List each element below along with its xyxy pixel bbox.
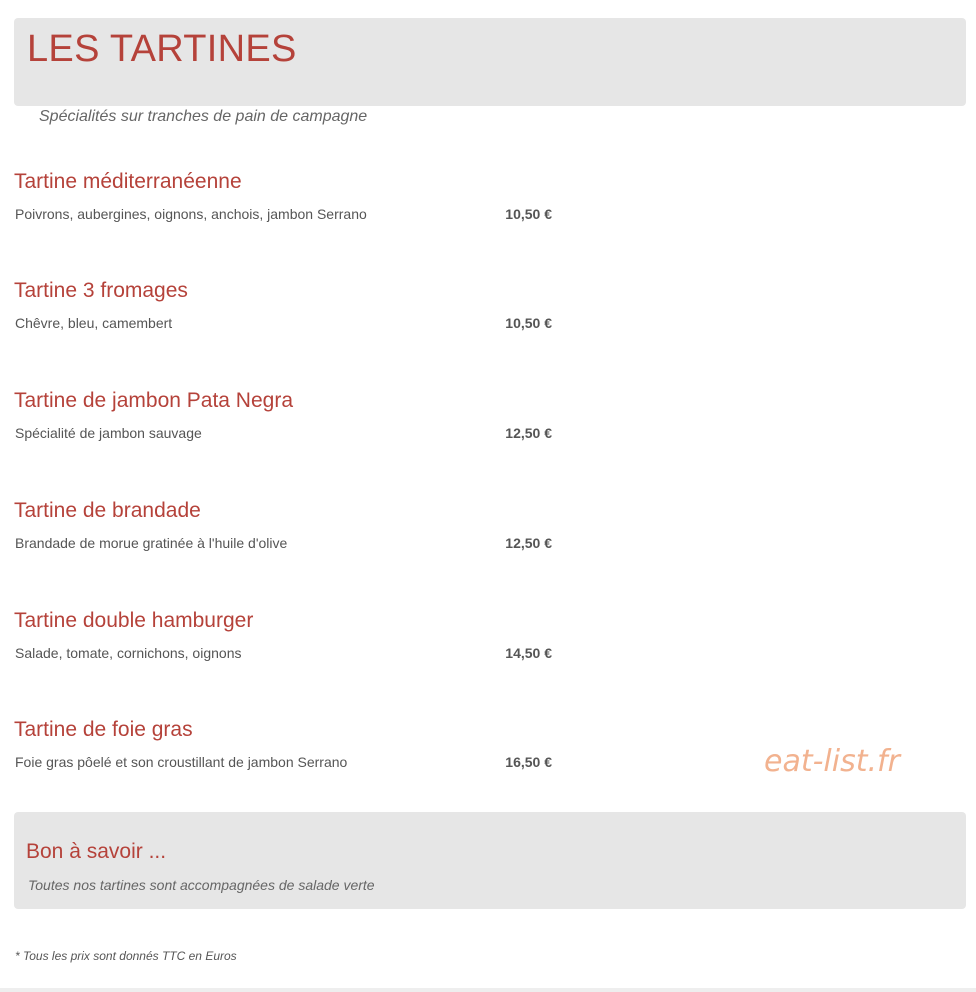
page-title: LES TARTINES xyxy=(27,28,297,70)
item-price: 14,50 € xyxy=(505,645,552,661)
bottom-divider xyxy=(0,988,976,992)
item-description: Spécialité de jambon sauvage xyxy=(15,425,202,441)
item-description: Chêvre, bleu, camembert xyxy=(15,315,173,331)
info-title: Bon à savoir ... xyxy=(26,840,167,863)
item-name: Tartine de jambon Pata Negra xyxy=(14,389,293,412)
page-subtitle: Spécialités sur tranches de pain de campagne xyxy=(39,108,368,125)
watermark: eat-list.fr xyxy=(764,744,900,779)
item-description: Foie gras pôelé et son croustillant de jambon Serrano xyxy=(15,754,348,770)
item-description: Salade, tomate, cornichons, oignons xyxy=(15,645,242,661)
info-panel xyxy=(14,812,966,909)
item-name: Tartine de foie gras xyxy=(14,718,193,741)
item-price: 16,50 € xyxy=(505,754,552,770)
price-footnote: * Tous les prix sont donnés TTC en Euros xyxy=(15,949,237,963)
menu-item xyxy=(14,499,574,569)
header-panel xyxy=(14,18,966,106)
menu-item xyxy=(14,170,574,240)
item-description: Poivrons, aubergines, oignons, anchois, jambon Serrano xyxy=(15,206,367,222)
menu-item xyxy=(14,609,574,679)
item-price: 12,50 € xyxy=(505,425,552,441)
info-text: Toutes nos tartines sont accompagnées de salade verte xyxy=(28,877,375,893)
menu-item xyxy=(14,718,574,788)
menu-item xyxy=(14,389,574,459)
item-description: Brandade de morue gratinée à l'huile d'olive xyxy=(15,535,288,551)
item-price: 10,50 € xyxy=(505,315,552,331)
item-price: 12,50 € xyxy=(505,535,552,551)
item-name: Tartine méditerranéenne xyxy=(14,170,242,193)
item-price: 10,50 € xyxy=(505,206,552,222)
item-name: Tartine 3 fromages xyxy=(14,279,188,302)
item-name: Tartine double hamburger xyxy=(14,609,254,632)
item-name: Tartine de brandade xyxy=(14,499,201,522)
menu-item xyxy=(14,279,574,349)
